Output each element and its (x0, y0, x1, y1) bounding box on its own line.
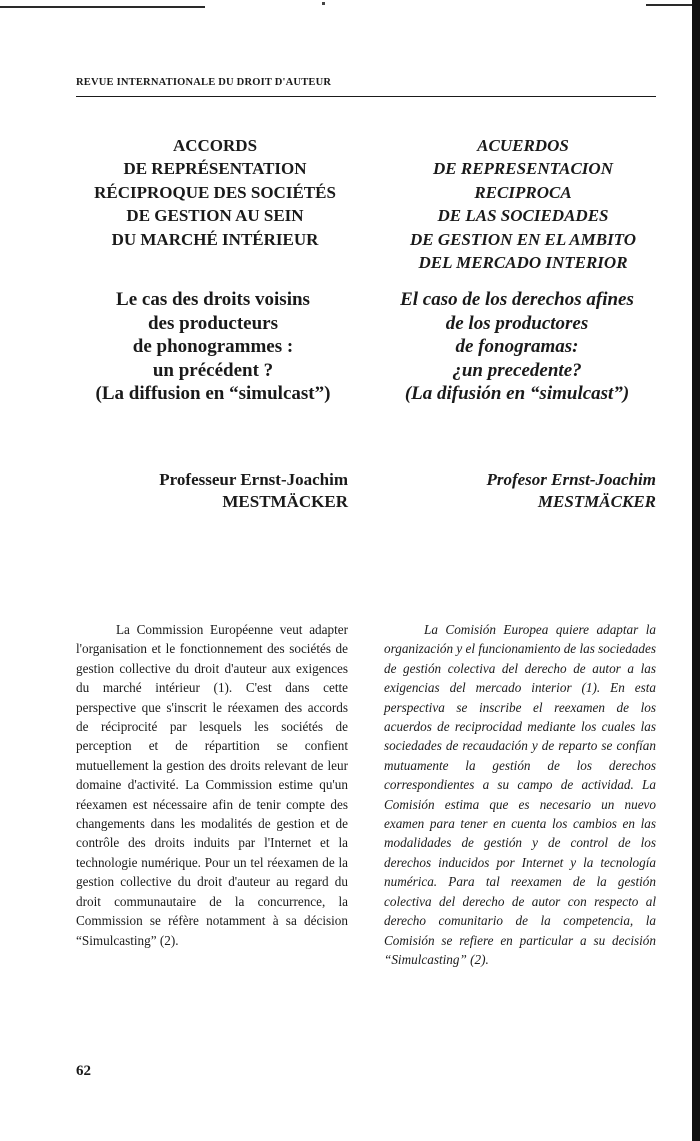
title-french-line: DU MARCHÉ INTÉRIEUR (111, 229, 319, 249)
author-french-line: Professeur Ernst-Joachim (159, 470, 348, 489)
running-head-rule (76, 96, 656, 97)
running-head: REVUE INTERNATIONALE DU DROIT D'AUTEUR (76, 77, 332, 88)
subtitle-spanish-line: El caso de los derechos afines (400, 289, 634, 310)
scan-top-rule-left (0, 6, 205, 8)
body-french: La Commission Européenne veut adapter l'organisation et le fonctionnement des sociétés de gestion collective du droit d'auteur aux exigences du marché intérieur (1). C'est dans cette perspective que s'inscrit le réexamen des accords de réciprocité par lesquels les sociétés de perception et de répartition se confient mutuellement la gestion des droits relevant de leur domaine d'activité. La Commission estime qu'un réexamen est nécessaire afin de tenir compte des changements dans les modalités de gestion et de contrôle des droits induits par l'Internet et la technologie numérique. Pour un tel réexamen de la gestion collective du droit d'auteur au regard du droit communautaire de la concurrence, la Commission se réfère notamment à sa décision “Simulcasting” (2). (76, 622, 348, 948)
title-spanish (378, 134, 668, 274)
subtitle-spanish-line: ¿un precedente? (452, 359, 582, 381)
title-french-line: DE GESTION AU SEIN (126, 206, 304, 226)
title-spanish-line: DEL MERCADO INTERIOR (418, 253, 628, 273)
title-spanish-line: ACUERDOS (477, 136, 569, 155)
author-spanish (376, 469, 656, 513)
scan-top-mark (322, 2, 325, 5)
subtitle-spanish-line: de los productores (445, 312, 589, 334)
subtitle-french-line: de phonogrammes : (132, 336, 294, 357)
author-french (68, 469, 348, 513)
title-spanish-line: DE GESTION EN EL AMBITO (409, 229, 637, 249)
title-french (70, 134, 360, 251)
subtitle-spanish-line: de fonogramas: (455, 336, 579, 357)
subtitle-french-line: un précédent ? (152, 359, 274, 381)
title-spanish-line: DE LAS SOCIEDADES (437, 206, 609, 226)
author-spanish-line: Profesor Ernst-Joachim (486, 470, 656, 489)
scan-right-edge (692, 0, 700, 1141)
title-french-line: ACCORDS (172, 136, 258, 155)
subtitle-spanish (367, 288, 667, 406)
body-spanish: La Comisión Europea quiere adaptar la organización y el funcionamiento de las sociedades de gestión colectiva del derecho de autor a las exigencias del mercado interior (1). En esta perspectiva se inscribe el reexamen de los acuerdos de reciprocidad mediante los cuales las sociedades de recaudación y de reparto se confían mutuamente la gestión de los derechos correspondientes a su campo de actividad. La Comisión estima que es necesario un nuevo examen para tener en cuenta los cambios en las modalidades de gestión y de control de los derechos inducidos por Internet y la tecnología numérica. Para tal reexamen de la gestión colectiva del derecho de autor con respecto al derecho comunitario de la competencia, la Comisión se refiere en particular a su decisión “Simulcasting” (2). (384, 622, 657, 967)
subtitle-spanish-line: (La difusión en “simulcast”) (404, 383, 630, 404)
subtitle-french (63, 288, 363, 406)
author-spanish-line: MESTMÄCKER (537, 492, 656, 511)
subtitle-french-line: (La diffusion en “simulcast”) (95, 383, 331, 404)
subtitle-french-line: des producteurs (147, 312, 279, 334)
title-french-line: RÉCIPROQUE DES SOCIÉTÉS (94, 182, 336, 202)
subtitle-french-line: Le cas des droits voisins (116, 289, 310, 310)
title-spanish-line: RECIPROCA (474, 182, 572, 202)
title-spanish-line: DE REPRESENTACION (433, 159, 613, 179)
title-french-line: DE REPRÉSENTATION (123, 159, 307, 179)
author-french-line: MESTMÄCKER (222, 492, 348, 511)
page-number: 62 (76, 1063, 91, 1079)
